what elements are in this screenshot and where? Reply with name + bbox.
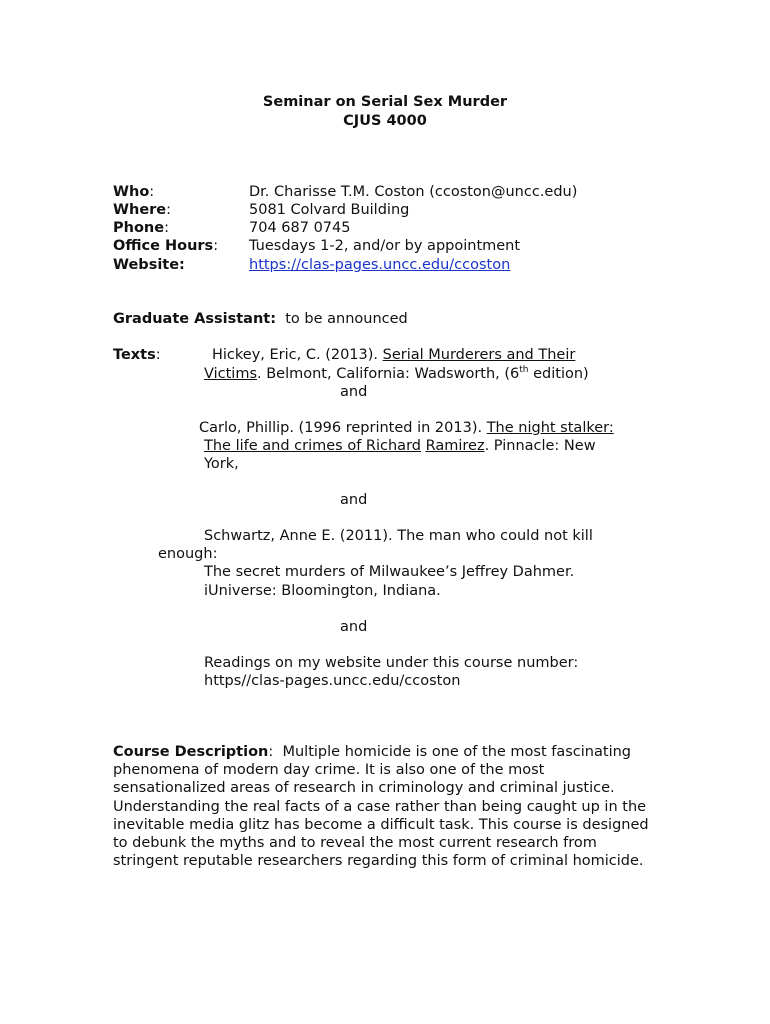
phone-value: 704 687 0745	[249, 220, 351, 236]
book2-title-part2: The life and crimes of Richard	[204, 438, 421, 454]
and-separator-2: and	[340, 492, 368, 508]
book1-publisher: . Belmont, California: Wadsworth, (6	[257, 366, 520, 382]
graduate-assistant-row	[113, 310, 408, 328]
website-link[interactable]: https://clas-pages.uncc.edu/ccoston	[249, 257, 511, 273]
phone-label-row: Phone:	[113, 220, 169, 236]
graduate-assistant-label: Graduate Assistant:	[113, 311, 276, 327]
course-description-text: Multiple homicide is one of the most fascinating phenomena of modern day crime. It is also one of the most sensationalized areas of research in criminology and criminal justice. Understanding the real facts of a case rather than being caught up in the inevitable media glitz has become a difficult task. This course is designed to debunk the myths and to reveal the most current research from stringent reputable researchers regarding this form of criminal homicide.	[113, 744, 649, 870]
book1-line2	[204, 365, 589, 383]
book3-line1: Schwartz, Anne E. (2011). The man who could not kill	[204, 528, 593, 544]
book2-line2	[204, 437, 596, 455]
graduate-assistant-value: to be announced	[285, 311, 408, 327]
who-label-row: Who:	[113, 184, 155, 200]
course-description-label: Course Description	[113, 744, 269, 760]
book2-line1	[199, 419, 614, 437]
book1-edition: edition)	[528, 366, 589, 382]
readings-line2: https//clas-pages.uncc.edu/ccoston	[204, 673, 461, 689]
course-description: Course Description: Multiple homicide is one of the most fascinating phenomena of modern day crime. It is also one of the most sensationalized areas of research in criminology and criminal justice. Understanding the real facts of a case rather than being caught up in the inevitable media glitz has become a difficult task. This course is designed to debunk the myths and to reveal the most current research from stringent reputable researchers regarding this form of criminal homicide.	[113, 744, 649, 870]
book2-line3: York,	[204, 456, 239, 472]
book3-line3: The secret murders of Milwaukee’s Jeffrey Dahmer.	[204, 564, 575, 580]
where-label: Where	[113, 202, 167, 218]
book2-title-part1: The night stalker:	[486, 420, 614, 436]
book3-line2: enough:	[158, 546, 218, 562]
website-label: Website:	[113, 257, 185, 273]
phone-label: Phone	[113, 220, 165, 236]
who-value: Dr. Charisse T.M. Coston (ccoston@uncc.edu)	[249, 184, 578, 200]
book1-edition-sup: th	[519, 365, 529, 376]
course-code: CJUS 4000	[343, 113, 427, 129]
office-hours-label-row: Office Hours:	[113, 238, 219, 254]
book1-title-part1: Serial Murderers and Their	[382, 347, 576, 363]
and-separator-3: and	[340, 619, 368, 635]
book1-title-part2: Victims	[204, 366, 257, 382]
office-hours-value: Tuesdays 1-2, and/or by appointment	[249, 238, 521, 254]
where-label-row: Where:	[113, 202, 172, 218]
document-title: Seminar on Serial Sex Murder	[262, 94, 508, 110]
book3-line4: iUniverse: Bloomington, Indiana.	[204, 583, 441, 599]
book2-publisher: . Pinnacle: New	[484, 438, 596, 454]
book1-author: Hickey, Eric, C. (2013).	[212, 347, 383, 363]
book2-author: Carlo, Phillip. (1996 reprinted in 2013).	[199, 420, 487, 436]
texts-label-row: Texts:	[113, 347, 161, 363]
office-hours-label: Office Hours	[113, 238, 214, 254]
book2-title-part3: Ramirez	[425, 438, 485, 454]
and-separator-1: and	[340, 384, 368, 400]
book1-line1	[212, 346, 575, 364]
who-label: Who	[113, 184, 150, 200]
where-value: 5081 Colvard Building	[249, 202, 410, 218]
readings-line1: Readings on my website under this course number:	[204, 655, 579, 671]
texts-label: Texts	[113, 347, 156, 363]
